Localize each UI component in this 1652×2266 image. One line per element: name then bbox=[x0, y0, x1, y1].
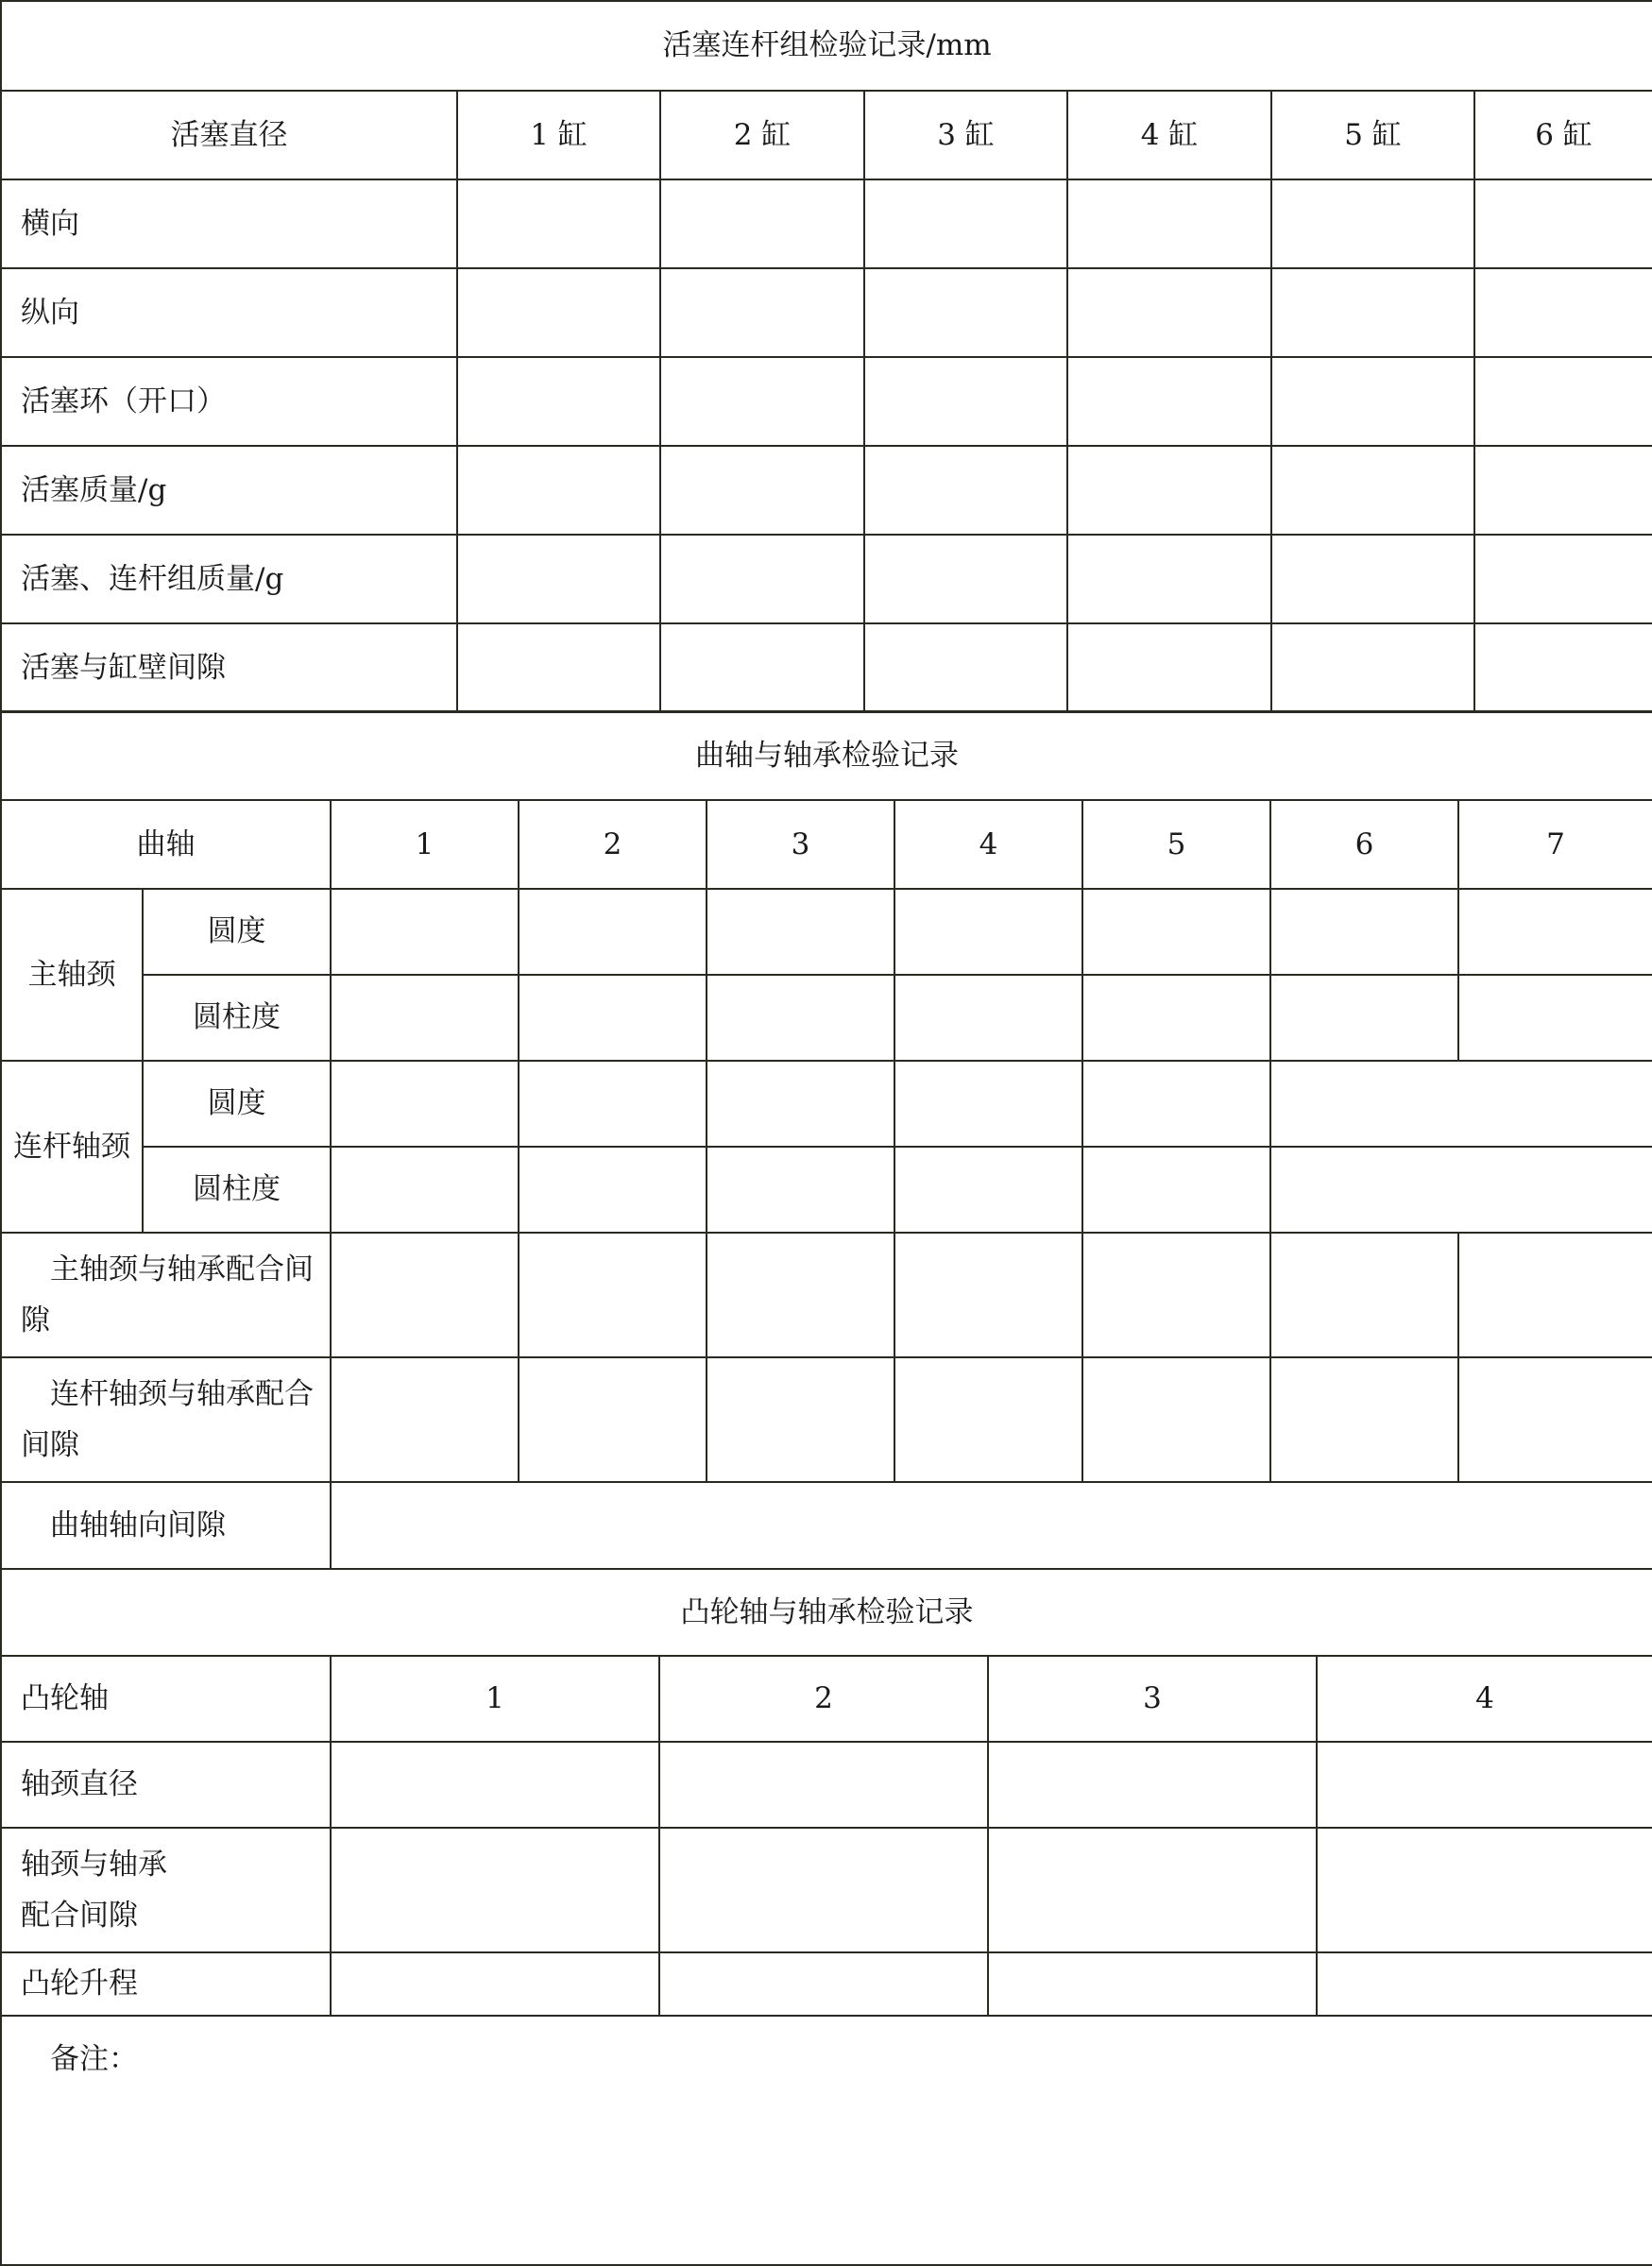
value-cell[interactable] bbox=[457, 535, 660, 623]
value-cell[interactable] bbox=[659, 1952, 988, 2016]
row-label-longitudinal: 纵向 bbox=[1, 268, 457, 357]
value-cell[interactable] bbox=[707, 1233, 894, 1357]
value-cell[interactable] bbox=[894, 1233, 1082, 1357]
value-cell[interactable] bbox=[457, 446, 660, 535]
table-row bbox=[1, 179, 1652, 268]
cylinder-header: 1 缸 bbox=[457, 91, 660, 179]
position-header: 4 bbox=[1317, 1656, 1652, 1742]
value-cell[interactable] bbox=[1271, 623, 1474, 712]
position-header: 3 bbox=[707, 800, 894, 889]
value-cell[interactable] bbox=[1317, 1952, 1652, 2016]
value-cell[interactable] bbox=[519, 1233, 707, 1357]
value-cell[interactable] bbox=[1474, 357, 1652, 446]
value-cell[interactable] bbox=[660, 179, 864, 268]
rod-journal-roundness-label: 圆度 bbox=[143, 1061, 331, 1147]
main-journal-roundness-label: 圆度 bbox=[143, 889, 331, 975]
value-cell[interactable] bbox=[1474, 623, 1652, 712]
table-row bbox=[1, 357, 1652, 446]
table-row bbox=[1, 975, 1652, 1061]
value-cell[interactable] bbox=[864, 623, 1067, 712]
value-cell[interactable] bbox=[1067, 446, 1271, 535]
value-cell[interactable] bbox=[1270, 1147, 1652, 1233]
cylinder-header: 2 缸 bbox=[660, 91, 864, 179]
value-cell[interactable] bbox=[519, 889, 707, 975]
cylinder-header: 3 缸 bbox=[864, 91, 1067, 179]
value-cell[interactable] bbox=[1317, 1742, 1652, 1828]
value-cell[interactable] bbox=[1082, 975, 1270, 1061]
value-cell[interactable] bbox=[660, 623, 864, 712]
value-cell[interactable] bbox=[519, 975, 707, 1061]
value-cell[interactable] bbox=[894, 1147, 1082, 1233]
table-row bbox=[1, 1233, 1652, 1357]
value-cell[interactable] bbox=[894, 975, 1082, 1061]
value-cell[interactable] bbox=[1458, 1233, 1652, 1357]
table-row bbox=[1, 446, 1652, 535]
position-header: 1 bbox=[331, 1656, 659, 1742]
value-cell[interactable] bbox=[1270, 889, 1458, 975]
value-cell[interactable] bbox=[1271, 535, 1474, 623]
value-cell[interactable] bbox=[1067, 268, 1271, 357]
value-cell[interactable] bbox=[1270, 975, 1458, 1061]
value-cell[interactable] bbox=[660, 535, 864, 623]
value-cell[interactable] bbox=[331, 1742, 659, 1828]
position-header: 1 bbox=[331, 800, 519, 889]
value-cell[interactable] bbox=[331, 975, 519, 1061]
value-cell[interactable] bbox=[331, 1233, 519, 1357]
value-cell[interactable] bbox=[864, 357, 1067, 446]
value-cell[interactable] bbox=[1271, 179, 1474, 268]
value-cell[interactable] bbox=[1458, 975, 1652, 1061]
value-cell[interactable] bbox=[331, 889, 519, 975]
rod-journal-clearance-label: 连杆轴颈与轴承配合间隙 bbox=[1, 1357, 331, 1482]
journal-clearance-label bbox=[1, 1828, 331, 1952]
table-row bbox=[1, 1828, 1652, 1952]
camshaft-header: 凸轮轴 bbox=[1, 1656, 331, 1742]
value-cell[interactable] bbox=[1271, 268, 1474, 357]
value-cell[interactable] bbox=[660, 268, 864, 357]
value-cell[interactable] bbox=[988, 1828, 1317, 1952]
value-cell[interactable] bbox=[864, 179, 1067, 268]
value-cell[interactable] bbox=[1317, 1828, 1652, 1952]
value-cell[interactable] bbox=[331, 1061, 519, 1147]
value-cell[interactable] bbox=[988, 1952, 1317, 2016]
value-cell[interactable] bbox=[864, 268, 1067, 357]
table-row bbox=[1, 1357, 1652, 1482]
value-cell[interactable] bbox=[864, 535, 1067, 623]
value-cell[interactable] bbox=[1271, 446, 1474, 535]
crankshaft-section-title: 曲轴与轴承检验记录 bbox=[1, 711, 1652, 800]
value-cell[interactable] bbox=[457, 268, 660, 357]
value-cell[interactable] bbox=[457, 623, 660, 712]
piston-diameter-header: 活塞直径 bbox=[1, 91, 457, 179]
remarks-label: 备注： bbox=[50, 2042, 138, 2076]
row-label-piston-ring-gap: 活塞环（开口） bbox=[1, 357, 457, 446]
table-row bbox=[1, 889, 1652, 975]
table-row bbox=[1, 1147, 1652, 1233]
value-cell[interactable] bbox=[1474, 535, 1652, 623]
value-cell[interactable] bbox=[659, 1742, 988, 1828]
value-cell[interactable] bbox=[1082, 1147, 1270, 1233]
value-cell[interactable] bbox=[707, 975, 894, 1061]
value-cell[interactable] bbox=[331, 1482, 1652, 1569]
value-cell[interactable] bbox=[457, 179, 660, 268]
position-header: 2 bbox=[659, 1656, 988, 1742]
value-cell[interactable] bbox=[457, 357, 660, 446]
value-cell[interactable] bbox=[331, 1357, 519, 1482]
value-cell[interactable] bbox=[1082, 1233, 1270, 1357]
table-row bbox=[1, 535, 1652, 623]
row-label-piston-wall-clearance: 活塞与缸壁间隙 bbox=[1, 623, 457, 712]
value-cell[interactable] bbox=[1458, 889, 1652, 975]
value-cell[interactable] bbox=[1474, 268, 1652, 357]
value-cell[interactable] bbox=[988, 1742, 1317, 1828]
main-journal-label: 主轴颈 bbox=[1, 889, 143, 1061]
value-cell[interactable] bbox=[519, 1357, 707, 1482]
journal-clearance-line-1: 轴颈与轴承 bbox=[21, 1847, 167, 1882]
rod-journal-label: 连杆轴颈 bbox=[1, 1061, 143, 1233]
value-cell[interactable] bbox=[331, 1828, 659, 1952]
value-cell[interactable] bbox=[659, 1828, 988, 1952]
value-cell[interactable] bbox=[1474, 179, 1652, 268]
position-header: 7 bbox=[1458, 800, 1652, 889]
value-cell[interactable] bbox=[1082, 889, 1270, 975]
journal-clearance-line-2: 配合间隙 bbox=[21, 1899, 138, 1933]
journal-diameter-label: 轴颈直径 bbox=[1, 1742, 331, 1828]
value-cell[interactable] bbox=[1474, 446, 1652, 535]
table-row bbox=[1, 1952, 1652, 2016]
value-cell[interactable] bbox=[660, 357, 864, 446]
value-cell[interactable] bbox=[707, 1357, 894, 1482]
main-journal-cylindricity-label: 圆柱度 bbox=[143, 975, 331, 1061]
row-label-transverse: 横向 bbox=[1, 179, 457, 268]
crankshaft-inspection-table bbox=[0, 710, 1652, 1570]
crankshaft-axial-clearance-label: 曲轴轴向间隙 bbox=[1, 1482, 331, 1569]
value-cell[interactable] bbox=[331, 1147, 519, 1233]
position-header: 5 bbox=[1082, 800, 1270, 889]
piston-rod-inspection-table bbox=[0, 0, 1652, 713]
cylinder-header: 6 缸 bbox=[1474, 91, 1652, 179]
value-cell[interactable] bbox=[1067, 357, 1271, 446]
value-cell[interactable] bbox=[1270, 1357, 1458, 1482]
cylinder-header: 5 缸 bbox=[1271, 91, 1474, 179]
camshaft-inspection-table bbox=[0, 1568, 1652, 2266]
value-cell[interactable] bbox=[707, 1061, 894, 1147]
row-label-piston-mass: 活塞质量/g bbox=[1, 446, 457, 535]
camshaft-section-title: 凸轮轴与轴承检验记录 bbox=[1, 1569, 1652, 1656]
value-cell[interactable] bbox=[894, 889, 1082, 975]
value-cell[interactable] bbox=[1458, 1357, 1652, 1482]
value-cell[interactable] bbox=[1067, 623, 1271, 712]
table-row bbox=[1, 1482, 1652, 1569]
position-header: 6 bbox=[1270, 800, 1458, 889]
table-row bbox=[1, 1742, 1652, 1828]
value-cell[interactable] bbox=[1067, 535, 1271, 623]
position-header: 4 bbox=[894, 800, 1082, 889]
row-label-piston-rod-mass: 活塞、连杆组质量/g bbox=[1, 535, 457, 623]
main-journal-clearance-label: 主轴颈与轴承配合间隙 bbox=[1, 1233, 331, 1357]
value-cell[interactable] bbox=[660, 446, 864, 535]
value-cell[interactable] bbox=[894, 1357, 1082, 1482]
value-cell[interactable] bbox=[894, 1061, 1082, 1147]
position-header: 3 bbox=[988, 1656, 1317, 1742]
position-header: 2 bbox=[519, 800, 707, 889]
value-cell[interactable] bbox=[1082, 1357, 1270, 1482]
value-cell[interactable] bbox=[519, 1147, 707, 1233]
value-cell[interactable] bbox=[519, 1061, 707, 1147]
value-cell[interactable] bbox=[1271, 357, 1474, 446]
piston-section-title: 活塞连杆组检验记录/mm bbox=[1, 1, 1652, 91]
value-cell[interactable] bbox=[1067, 179, 1271, 268]
value-cell[interactable] bbox=[1082, 1061, 1270, 1147]
rod-journal-cylindricity-label: 圆柱度 bbox=[143, 1147, 331, 1233]
value-cell[interactable] bbox=[707, 889, 894, 975]
crankshaft-header: 曲轴 bbox=[1, 800, 331, 889]
value-cell[interactable] bbox=[864, 446, 1067, 535]
table-row bbox=[1, 2016, 1652, 2265]
value-cell[interactable] bbox=[331, 1952, 659, 2016]
cylinder-header: 4 缸 bbox=[1067, 91, 1271, 179]
table-row bbox=[1, 268, 1652, 357]
value-cell[interactable] bbox=[1270, 1233, 1458, 1357]
value-cell[interactable] bbox=[1270, 1061, 1652, 1147]
value-cell[interactable] bbox=[707, 1147, 894, 1233]
cam-lift-label: 凸轮升程 bbox=[1, 1952, 331, 2016]
table-row bbox=[1, 1061, 1652, 1147]
remarks-field[interactable] bbox=[1, 2016, 1652, 2265]
table-row bbox=[1, 623, 1652, 712]
